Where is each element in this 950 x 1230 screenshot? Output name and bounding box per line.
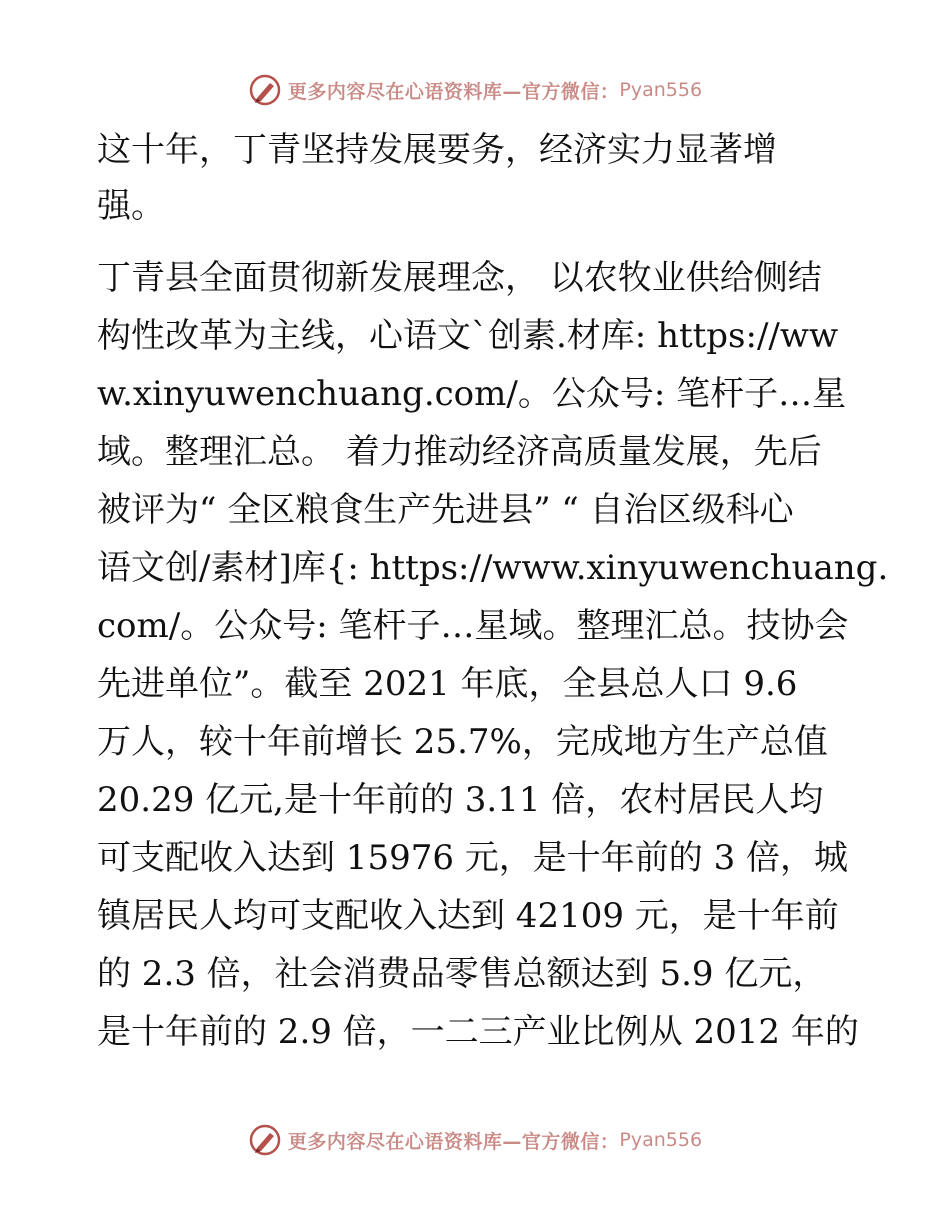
- text-line: 被评为“ 全区粮食生产先进县” “ 自治区级科心: [97, 490, 794, 530]
- text-line: 先进单位”。截至 2021 年底，全县总人口 9.6: [97, 664, 798, 704]
- pen-logo-icon: [248, 73, 282, 107]
- footer-watermark-banner: [0, 1120, 950, 1160]
- text-line: 强。: [97, 186, 165, 226]
- wechat-id: Pyan556: [619, 1129, 703, 1151]
- text-line: 的 2.3 倍，社会消费品零售总额达到 5.9 亿元，: [97, 954, 827, 994]
- text-line: 域。整理汇总。 着力推动经济高质量发展，先后: [97, 432, 822, 472]
- text-line: 语文创/素材]库{: https://www.xinyuwenchuang.: [97, 548, 889, 588]
- text-line: w.xinyuwenchuang.com/。公众号: 笔杆子…星: [97, 374, 847, 414]
- text-line: 构性改革为主线，心语文`创素.材库: https://ww: [97, 316, 839, 356]
- text-line: com/。公众号: 笔杆子…星域。整理汇总。技协会: [97, 606, 849, 646]
- header-watermark-banner: [0, 70, 950, 110]
- text-line: 可支配收入达到 15976 元，是十年前的 3 倍，城: [97, 838, 849, 878]
- text-line: 这十年，丁青坚持发展要务，经济实力显著增: [97, 130, 777, 170]
- watermark-text: 更多内容尽在心语资料库—官方微信：: [287, 1130, 620, 1153]
- watermark-text: 更多内容尽在心语资料库—官方微信：: [287, 80, 620, 103]
- text-line: 镇居民人均可支配收入达到 42109 元，是十年前: [97, 896, 839, 936]
- pen-logo-icon: [248, 1123, 282, 1157]
- text-line: 20.29 亿元,是十年前的 3.11 倍，农村居民人均: [97, 780, 824, 820]
- text-line: 是十年前的 2.9 倍，一二三产业比例从 2012 年的: [97, 1012, 859, 1052]
- text-line: 万人，较十年前增长 25.7%，完成地方生产总值: [97, 722, 828, 762]
- text-line: 丁青县全面贯彻新发展理念， 以农牧业供给侧结: [97, 258, 822, 298]
- wechat-id: Pyan556: [619, 79, 703, 101]
